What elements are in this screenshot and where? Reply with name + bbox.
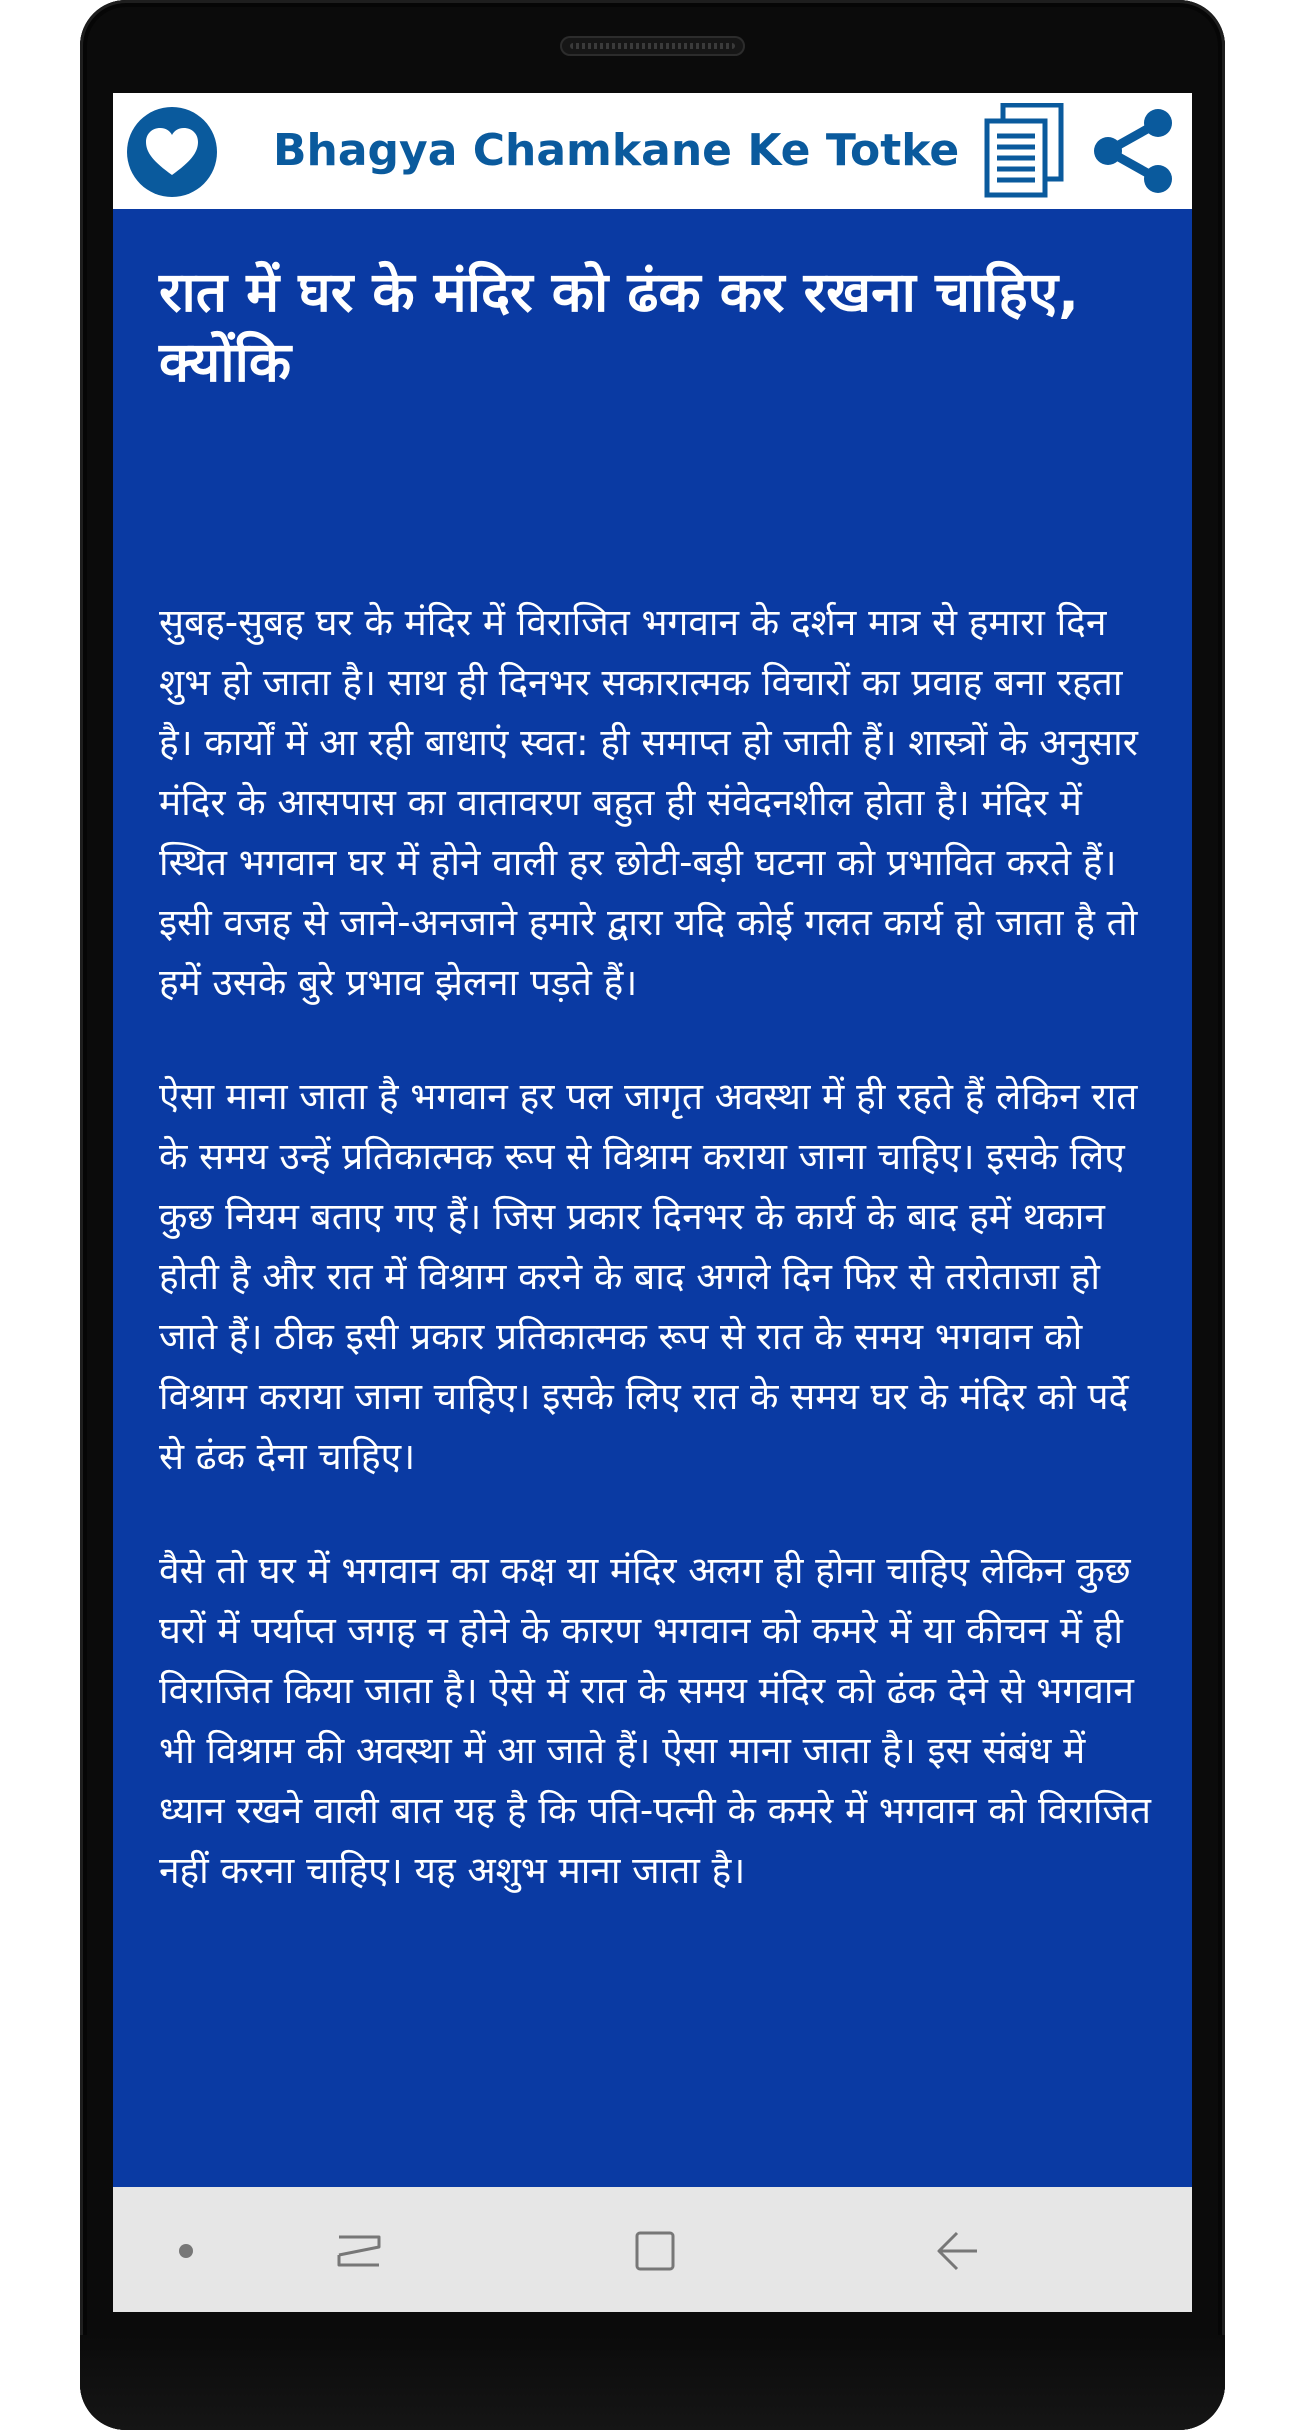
favorite-button[interactable]: [127, 107, 217, 197]
phone-screen: [113, 93, 1192, 2312]
document-list-icon: [983, 103, 1065, 199]
home-square-icon[interactable]: [631, 2227, 679, 2275]
article-heading: रात में घर के मंदिर को ढंक कर रखना चाहिए, क्योंकि: [159, 260, 1079, 394]
recents-icon[interactable]: [335, 2227, 383, 2275]
share-button[interactable]: [1090, 107, 1178, 195]
article-body: [159, 593, 1159, 1955]
article-paragraph: वैसे तो घर में भगवान का कक्ष या मंदिर अलग ही होना चाहिए लेकिन कुछ घरों में पर्याप्त जगह न होने के कारण भगवान को कमरे में या कीचन में ही विराजित किया जाता है। ऐसे में रात के समय मंदिर को ढंक देने से भगवान भी विश्राम की अवस्था में आ जाते हैं। ऐसा माना जाता है। इस संबंध में ध्यान रखने वाली बात यह है कि पति-पत्नी के कमरे में भगवान को विराजित नहीं करना चाहिए। यह अशुभ माना जाता है।: [159, 1549, 1151, 1892]
heart-icon: [144, 126, 200, 178]
back-arrow-icon[interactable]: [933, 2227, 981, 2275]
share-icon: [1090, 107, 1178, 195]
article-paragraph: सुबह-सुबह घर के मंदिर में विराजित भगवान के दर्शन मात्र से हमारा दिन शुभ हो जाता है। साथ ही दिनभर सकारात्मक विचारों का प्रवाह बना रहता है। कार्यों में आ रही बाधाएं स्वत: ही समाप्त हो जाती हैं। शास्त्रों के अनुसार मंदिर के आसपास का वातावरण बहुत ही संवेदनशील होता है। मंदिर में स्थित भगवान घर में होने वाली हर छोटी-बड़ी घटना को प्रभावित करते हैं। इसी वजह से जाने-अनजाने हमारे द्वारा यदि कोई गलत कार्य हो जाता है तो हमें उसके बुरे प्रभाव झेलना पड़ते हैं।: [159, 601, 1138, 1004]
articles-list-button[interactable]: [983, 103, 1065, 199]
app-title: Bhagya Chamkane Ke Totke: [273, 125, 960, 176]
article-paragraph: ऐसा माना जाता है भगवान हर पल जागृत अवस्था में ही रहते हैं लेकिन रात के समय उन्हें प्रतिकात्मक रूप से विश्राम कराया जाना चाहिए। इसके लिए कुछ नियम बताए गए हैं। जिस प्रकार दिनभर के कार्य के बाद हमें थकान होती है और रात में विश्राम करने के बाद अगले दिन फिर से तरोताजा हो जाते हैं। ठीक इसी प्रकार प्रतिकात्मक रूप से रात के समय भगवान को विश्राम कराया जाना चाहिए। इसके लिए रात के समय घर के मंदिर को पर्दे से ढंक देना चाहिए।: [159, 1075, 1138, 1478]
app-bar: [113, 93, 1192, 209]
dot-icon[interactable]: [179, 2244, 193, 2258]
earpiece-speaker: [560, 36, 745, 56]
system-navigation-bar: [113, 2187, 1192, 2312]
phone-chin: [80, 2335, 1225, 2430]
article-content[interactable]: [113, 209, 1192, 2280]
